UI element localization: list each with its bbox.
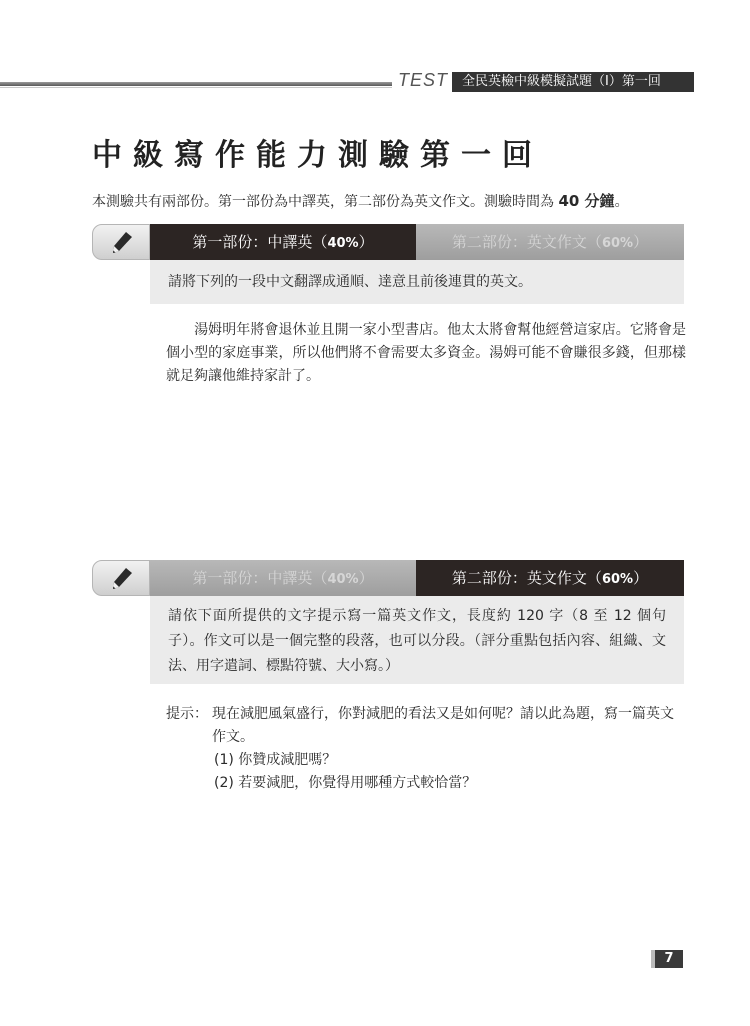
hint-label: 提示： (166, 706, 208, 722)
intro-duration: 40 分鐘 (558, 192, 615, 210)
tab-part1-close: ） (358, 569, 374, 587)
tab-part2-label: 第二部份：英文作文（ (451, 233, 602, 251)
tab-part1-label: 第一部份：中譯英（ (192, 569, 328, 587)
section1-passage: 湯姆明年將會退休並且開一家小型書店。他太太將會幫他經營這家店。它將會是個小型的家庭事業，所以他們將不會需要太多資金。湯姆可能不會賺很多錢，但那樣就足夠讓他維持家計了。 (166, 322, 686, 384)
pencil-icon (111, 567, 133, 591)
tab-part2-essay[interactable] (416, 560, 684, 596)
header-rule (0, 82, 392, 86)
header-rule-shadow (0, 87, 392, 88)
tab-part1-close: ） (358, 233, 374, 251)
tab-part2-close: ） (633, 233, 649, 251)
hint-text: 現在減肥風氣盛行，你對減肥的看法又是如何呢？請以此為題，寫一篇英文作文。 (212, 706, 674, 745)
hint-item: (2) 若要減肥，你覺得用哪種方式較恰當？ (214, 775, 477, 791)
tab-part1-pct: 40% (327, 236, 359, 251)
intro-main: 本測驗共有兩部份。第一部份為中譯英，第二部份為英文作文。測驗時間為 (92, 194, 559, 210)
intro-text (92, 190, 629, 211)
section2-icon-cap (92, 560, 150, 596)
hint-item: (1) 你贊成減肥嗎？ (214, 752, 337, 768)
section2-instruction: 請依下面所提供的文字提示寫一篇英文作文，長度約 120 字（8 至 12 個句子）。作文可以是一個完整的段落，也可以分段。（評分重點包括內容、組織、文法、用字遣詞、標點符號、大小寫。） (150, 596, 684, 684)
tab-part2-close: ） (633, 569, 649, 587)
tab-part2-label: 第二部份：英文作文（ (451, 569, 602, 587)
header-series-title: 全民英檢中級模擬試題（Ⅰ）第一回 (452, 72, 694, 92)
tab-part1-translation[interactable] (150, 224, 416, 260)
tab-part1-pct: 40% (327, 572, 359, 587)
section1-tabbar (92, 224, 684, 260)
tab-part2-pct: 60% (601, 236, 634, 251)
pencil-icon (111, 231, 133, 255)
section1-instruction: 請將下列的一段中文翻譯成通順、達意且前後連貫的英文。 (150, 260, 684, 304)
section1-icon-cap (92, 224, 150, 260)
intro-end: 。 (614, 194, 629, 210)
tab-part2-pct: 60% (601, 572, 634, 587)
tab-part2-essay[interactable] (416, 224, 684, 260)
tab-part1-translation[interactable] (150, 560, 416, 596)
section2-tabbar (92, 560, 684, 596)
page-number: 7 (651, 950, 683, 968)
header-test-label: TEST (398, 70, 449, 90)
tab-part1-label: 第一部份：中譯英（ (192, 233, 328, 251)
page-title: 中級寫作能力測驗第一回 (92, 138, 543, 173)
